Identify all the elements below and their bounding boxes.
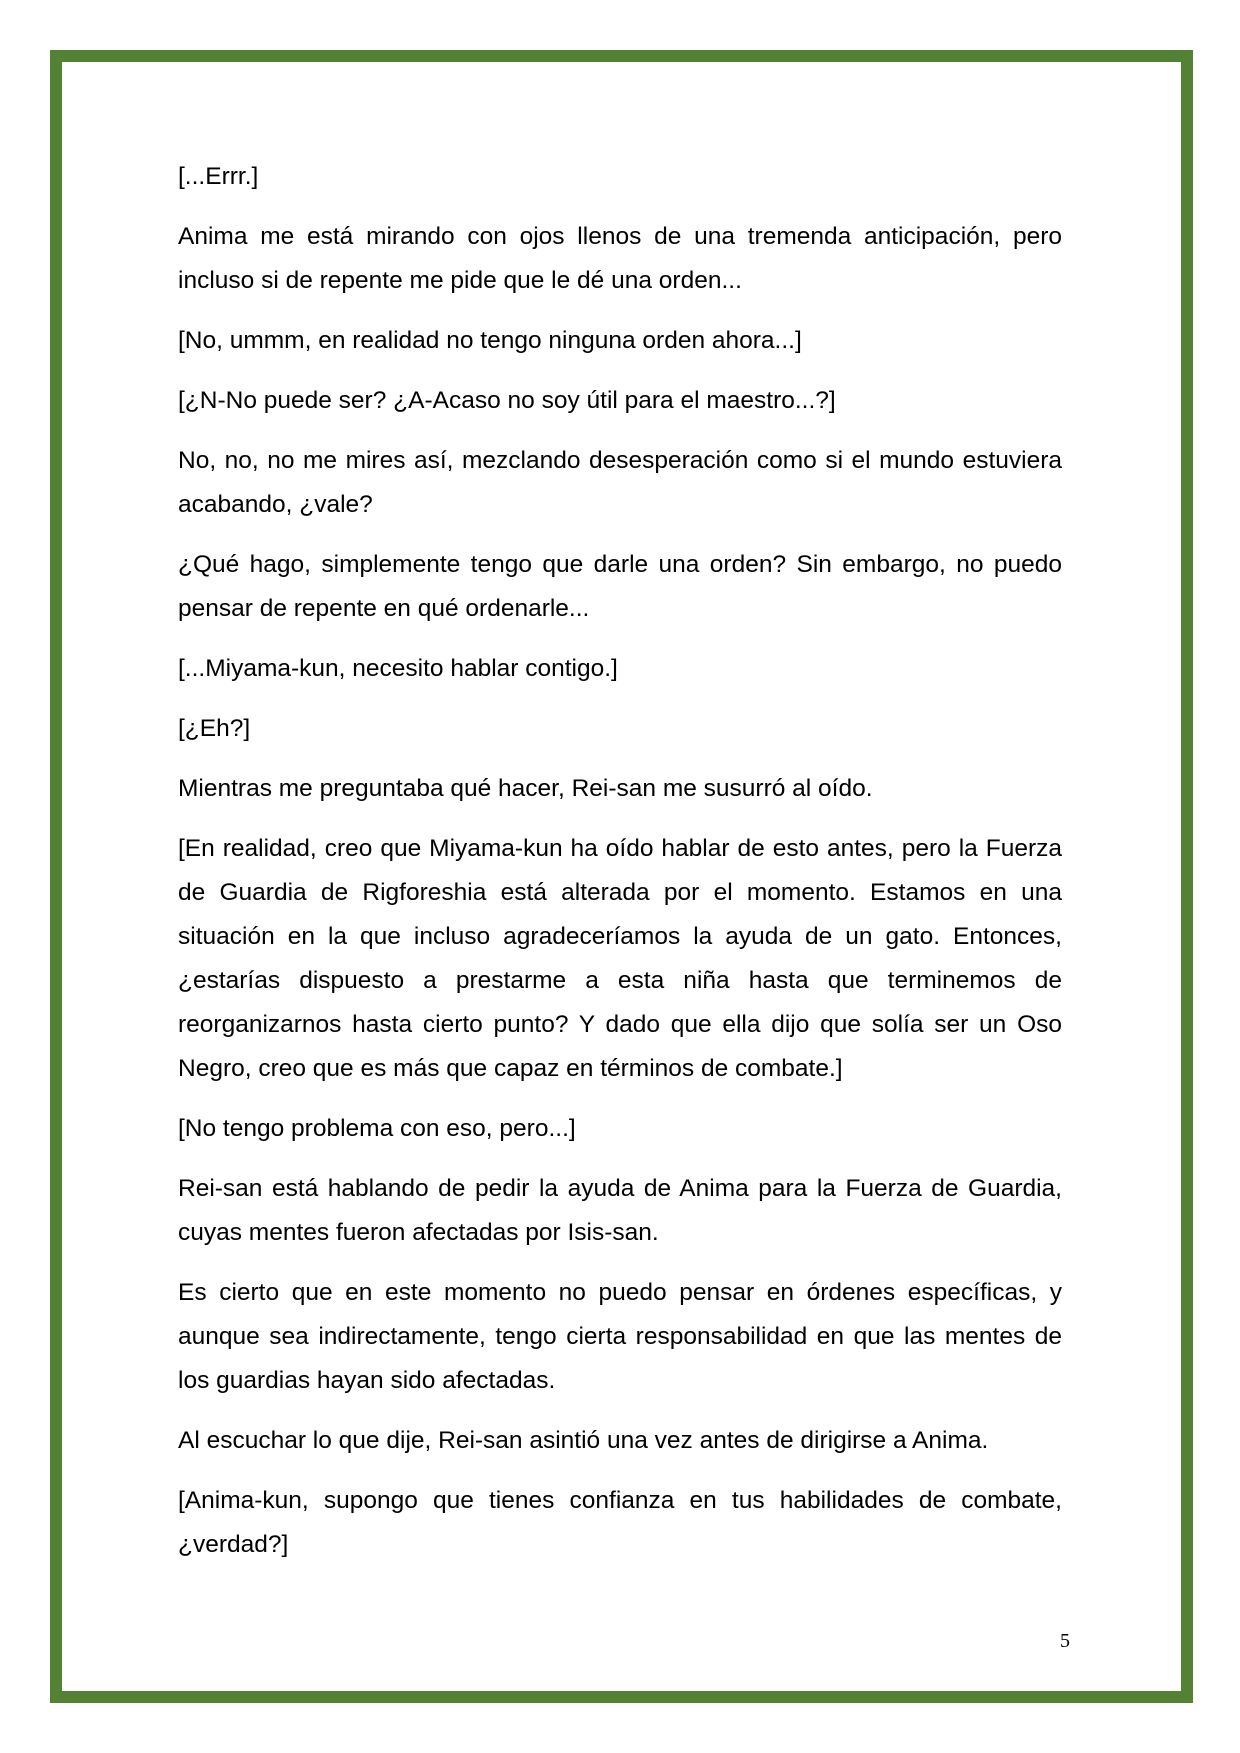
paragraph: [No tengo problema con eso, pero...] xyxy=(178,1115,576,1142)
paragraph: [...Miyama-kun, necesito hablar contigo.] xyxy=(178,655,618,682)
paragraph: [...Errr.] xyxy=(178,163,259,190)
paragraph: [¿N-No puede ser? ¿A-Acaso no soy útil para el maestro...?] xyxy=(178,387,836,414)
document-body xyxy=(178,155,1062,1583)
paragraph: [Anima-kun, supongo que tienes confianza en tus habilidades de combate, ¿verdad?] xyxy=(178,1487,1062,1558)
paragraph: Es cierto que en este momento no puedo pensar en órdenes específicas, y aunque sea indirectamente, tengo cierta responsabilidad en que las mentes de los guardias hayan sido afectadas. xyxy=(178,1279,1062,1394)
paragraph: Anima me está mirando con ojos llenos de una tremenda anticipación, pero incluso si de repente me pide que le dé una orden... xyxy=(178,223,1062,294)
paragraph: [En realidad, creo que Miyama-kun ha oído hablar de esto antes, pero la Fuerza de Guardia de Rigforeshia está alterada por el momento. Estamos en una situación en la que incluso agradeceríamos la ayuda de un gato. Entonces, ¿estarías dispuesto a prestarme a esta niña hasta que terminemos de reorganizarnos hasta cierto punto? Y dado que ella dijo que solía ser un Oso Negro, creo que es más que capaz en términos de combate.] xyxy=(178,835,1062,1082)
paragraph: [No, ummm, en realidad no tengo ninguna orden ahora...] xyxy=(178,327,802,354)
paragraph: ¿Qué hago, simplemente tengo que darle una orden? Sin embargo, no puedo pensar de repente en qué ordenarle... xyxy=(178,551,1062,622)
page-number: 5 xyxy=(1060,1630,1070,1652)
paragraph: Rei-san está hablando de pedir la ayuda de Anima para la Fuerza de Guardia, cuyas mentes fueron afectadas por Isis-san. xyxy=(178,1175,1062,1246)
paragraph: Mientras me preguntaba qué hacer, Rei-san me susurró al oído. xyxy=(178,775,873,802)
paragraph: Al escuchar lo que dije, Rei-san asintió una vez antes de dirigirse a Anima. xyxy=(178,1427,989,1454)
paragraph: No, no, no me mires así, mezclando desesperación como si el mundo estuviera acabando, ¿vale? xyxy=(178,447,1062,518)
paragraph: [¿Eh?] xyxy=(178,715,251,742)
